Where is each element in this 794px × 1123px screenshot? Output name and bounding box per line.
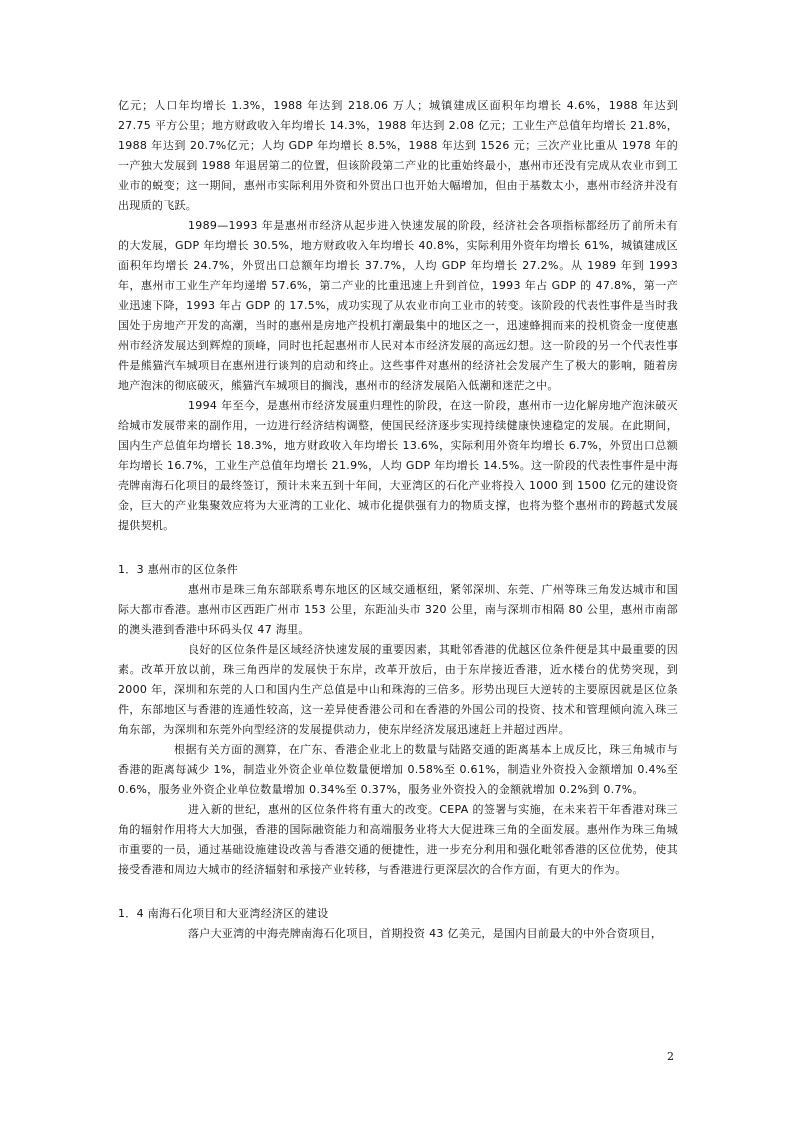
paragraph: 亿元；人口年均增长 1.3%，1988 年达到 218.06 万人；城镇建成区面积年均增长 4.6%，1988 年达到 27.75 平方公里；地方财政收入年均增长 14.3%，1988 年达到 2.08 亿元；工业生产总值年均增长 21.8%，1988 年达到 20.7%亿元；人均 GDP 年均增长 8.5%，1988 年达到 1526 元；三次产业比重从 1978 年的一产独大发展到 1988 年退居第二的位置，但该阶段第二产业的比重始终最小，惠州市还没有完成从农业市到工业市的蜕变；这一期间，惠州市实际利用外资和外贸出口也开始大幅增加，但由于基数太小，惠州市经济并没有出现质的飞跃。 (118, 99, 678, 212)
paragraph: 1989—1993 年是惠州市经济从起步进入快速发展的阶段，经济社会各项指标都经历了前所未有的大发展，GDP 年均增长 30.5%，地方财政收入年均增长 40.8%，实际利用外资年均增长 61%，城镇建成区面积年均增长 24.7%，外贸出口总额年均增长 37.7%，人均 GDP 年均增长 27.2%。从 1989 年到 1993 年，惠州市工业生产年均递增 57.6%，第二产业的比重迅速上升到首位，1993 年占 GDP 的 47.8%，第一产业迅速下降，1993 年占 GDP 的 17.5%，成功实现了从农业市向工业市的转变。该阶段的代表性事件是当时我国处于房地产开发的高潮，当时的惠州是房地产投机打潮最集中的地区之一，迅速蜂拥而来的投机资金一度使惠州市经济发展达到辉煌的顶峰，同时也托起惠州市人民对本市经济发展的高远幻想。这一阶段的另一个代表性事件是熊猫汽车城项目在惠州进行谈判的启动和终止。这些事件对惠州的经济社会发展产生了极大的影响，随着房地产泡沫的彻底破灭，熊猫汽车城项目的搁浅，惠州市的经济发展陷入低潮和迷茫之中。 (118, 219, 678, 392)
paragraph: 根据有关方面的测算，在广东、香港企业北上的数量与陆路交通的距离基本上成反比，珠三角城市与香港的距离每减少 1%，制造业外资企业单位数量便增加 0.58%至 0.61%，制造业外资投入金额增加 0.4%至 0.6%，服务业外资企业单位数量增加 0.34%至 0.37%，服务业外资投入的金额就增加 0.2%到 0.7%。 (118, 743, 678, 796)
paragraph: 惠州市是珠三角东部联系粤东地区的区域交通枢纽，紧邻深圳、东莞、广州等珠三角发达城市和国际大都市香港。惠州市区西距广州市 153 公里，东距汕头市 320 公里，南与深圳市相隔 80 公里，惠州市南部的澳头港到香港中环码头仅 47 海里。 (118, 583, 678, 636)
page-number: 2 (667, 1050, 674, 1063)
section-heading: 1．3 惠州市的区位条件 (118, 563, 239, 576)
paragraph: 落户大亚湾的中海壳牌南海石化项目，首期投资 43 亿美元，是国内目前最大的中外合资项目， (188, 927, 663, 940)
paragraph: 进入新的世纪，惠州的区位条件将有重大的改变。CEPA 的签署与实施，在未来若干年香港对珠三角的辐射作用将大大加强，香港的国际融资能力和高端服务业将大大促进珠三角的全面发展。惠州作为珠三角城市重要的一员，通过基础设施建设改善与香港交通的便捷性，进一步充分利用和强化毗邻香港的区位优势，使其接受香港和周边大城市的经济辐射和承接产业转移，与香港进行更深层次的合作方面，有更大的作为。 (118, 803, 678, 876)
section-heading: 1．4 南海石化项目和大亚湾经济区的建设 (118, 907, 329, 920)
document-body (118, 96, 678, 944)
paragraph: 1994 年至今，是惠州市经济发展重归理性的阶段，在这一阶段，惠州市一边化解房地产泡沫破灭给城市发展带来的副作用，一边进行经济结构调整，使国民经济逐步实现持续健康快速稳定的发展。在此期间，国内生产总值年均增长 18.3%，地方财政收入年均增长 13.6%，实际利用外资年均增长 6.7%，外贸出口总额年均增长 16.7%，工业生产总值年均增长 21.9%，人均 GDP 年均增长 14.5%。这一阶段的代表性事件是中海壳牌南海石化项目的最终签订，预计未来五到十年间，大亚湾区的石化产业将投入 1000 到 1500 亿元的建设资金，巨大的产业集聚效应将为大亚湾的工业化、城市化提供强有力的物质支撑，也将为整个惠州市的跨越式发展提供契机。 (118, 399, 678, 532)
paragraph: 良好的区位条件是区域经济快速发展的重要因素，其毗邻香港的优越区位条件便是其中最重要的因素。改革开放以前，珠三角西岸的发展快于东岸，改革开放后，由于东岸接近香港，近水楼台的优势突现，到 2000 年，深圳和东莞的人口和国内生产总值是中山和珠海的三倍多。形势出现巨大逆转的主要原因就是区位条件，东部地区与香港的连通性较高，这一差异使香港公司和在香港的外国公司的投资、技术和管理倾向流入珠三角东部，为深圳和东莞外向型经济的发展提供动力，使东岸经济发展迅速赶上并超过西岸。 (118, 643, 678, 736)
